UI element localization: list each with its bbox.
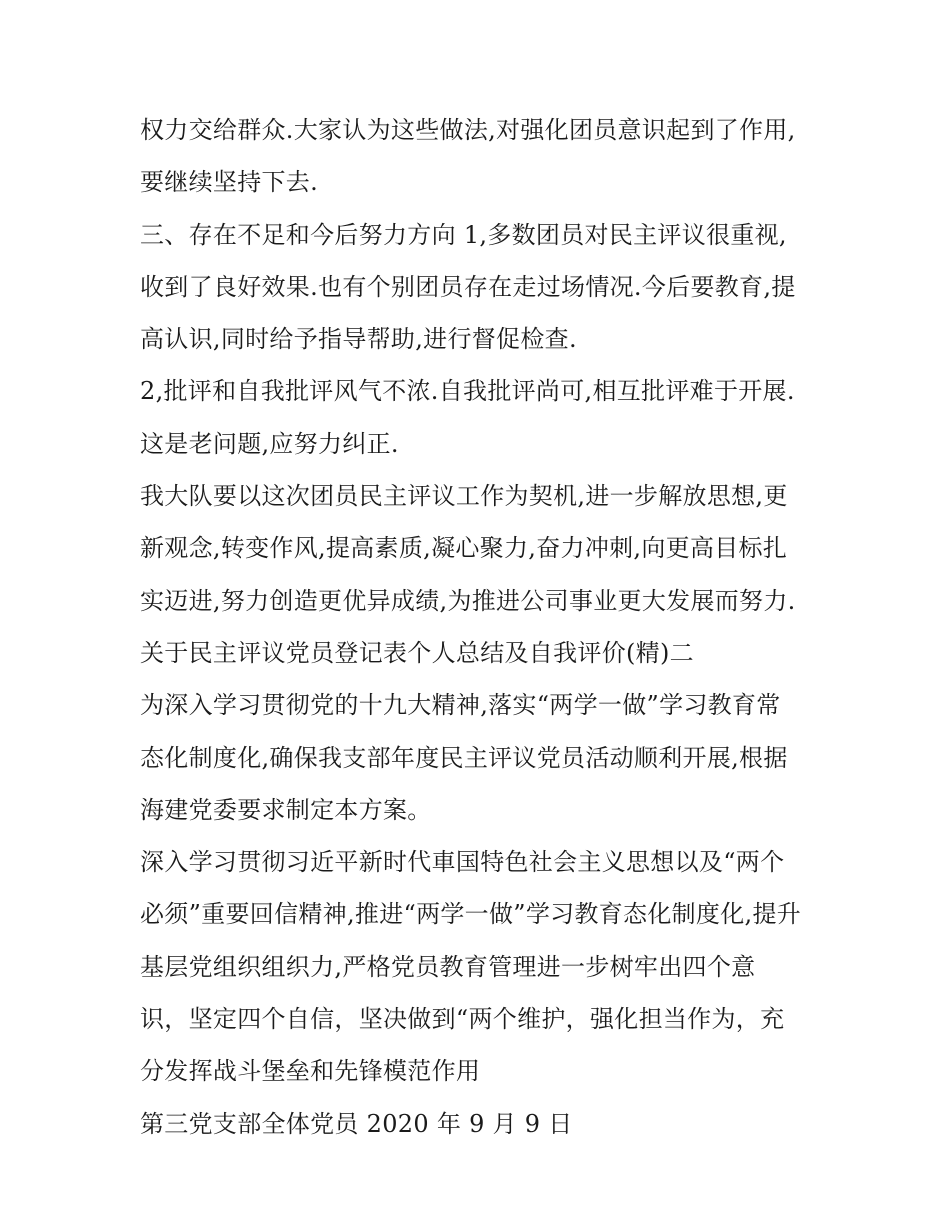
text-line: 基层党组织组织力,严格党员教育管理进一步树牢出四个意 <box>140 952 756 981</box>
text-line: 这是老问题,应努力纠正. <box>140 429 399 458</box>
text-line: 要继续坚持下去. <box>140 168 319 197</box>
signature-date-line: 第三党支部全体党员 2020 年 9 月 9 日 <box>140 1109 573 1138</box>
section-title-line: 关于民主评议党员登记表个人总结及自我评价(精)二 <box>140 638 694 667</box>
text-line: 权力交给群众.大家认为这些做法,对强化团员意识起到了作用, <box>140 116 796 144</box>
text-line: 为深入学习贯彻党的十九大精神,落实“两学一做”学习教育常 <box>140 691 781 720</box>
text-line: 高认识,同时给予指导帮助,进行督促检查. <box>140 325 577 354</box>
text-line: 态化制度化,确保我支部年度民主评议党员活动顺利开展,根据 <box>140 743 788 772</box>
text-line: 深入学习贯彻习近平新时代車国特色社会主义思想以及“两个 <box>140 848 785 877</box>
text-line: 分发挥战斗堡垒和先锋模范作用 <box>140 1057 481 1086</box>
text-line: 收到了良好效果.也有个别团员存在走过场情况.今后要教育,提 <box>140 272 796 301</box>
text-line: 识，坚定四个自信，坚决做到“两个维护，强化担当作为，充 <box>140 1005 785 1034</box>
document-body <box>140 104 840 1150</box>
text-line: 海建党委要求制定本方案。 <box>140 795 432 824</box>
text-line: 我大队要以这次团员民主评议工作为契机,进一步解放思想,更 <box>140 482 788 511</box>
text-line: 必须”重要回信精神,推进“两学一做”学习教育态化制度化,提升 <box>140 900 802 929</box>
section-heading-line: 三、存在不足和今后努力方向 1,多数团员对民主评议很重视, <box>140 220 787 249</box>
text-line: 2,批评和自我批评风气不浓.自我批评尚可,相互批评难于开展. <box>140 377 795 406</box>
text-line: 实迈进,努力创造更优异成绩,为推进公司事业更大发展而努力. <box>140 586 796 615</box>
text-line: 新观念,转变作风,提高素质,凝心聚力,奋力冲刺,向更高目标扎 <box>140 534 788 563</box>
